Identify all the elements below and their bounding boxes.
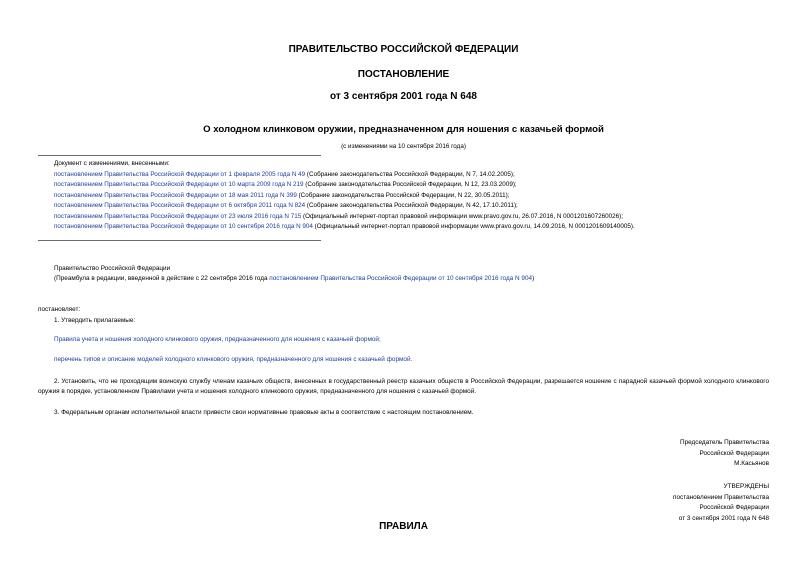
changes-divider-top — [38, 155, 321, 156]
date-number-heading: от 3 сентября 2001 года N 648 — [330, 91, 477, 102]
list-item — [54, 201, 635, 212]
approval-line: от 3 сентября 2001 года N 648 — [678, 514, 769, 522]
amendment-link[interactable]: постановлением Правительства Российской Федерации от 10 сентября 2016 года N 904 — [54, 223, 313, 230]
amendment-link[interactable]: постановлением Правительства Российской Федерации от 1 февраля 2005 года N 49 — [54, 170, 306, 178]
postanovlyaet-text: постановляет: — [38, 306, 81, 313]
paragraph-1: 1. Утвердить прилагаемые: — [54, 317, 136, 324]
list-item — [54, 222, 635, 233]
types-list-link[interactable]: перечень типов и описание моделей холодного клинкового оружия, предназначенного для ношения с казачьей формой. — [54, 356, 413, 363]
preamble — [54, 264, 534, 284]
amendment-source: (Собрание законодательства Российской Федерации, N 22, 30.05.2011); — [296, 191, 510, 199]
amendment-source: (Официальный интернет-портал правовой информации www.pravo.gov.ru, 14.09.2016, N 0001201609140005). — [312, 223, 635, 230]
signature-line: Председатель Правительства — [680, 439, 769, 446]
rules-link[interactable]: Правила учета и ношения холодного клинкового оружия, предназначенного для ношения с казачьей формой; — [54, 336, 381, 343]
preamble-note — [54, 274, 534, 284]
amendment-link[interactable]: постановлением Правительства Российской Федерации от 6 октября 2011 года N 824 — [54, 202, 306, 209]
amendment-source: (Собрание законодательства Российской Федерации, N 12, 23.03.2009); — [303, 181, 517, 188]
signature-name: М.Касьянов — [734, 460, 769, 467]
approval-stamp — [673, 482, 769, 524]
paragraph-3: 3. Федеральным органам исполнительной власти привести свои нормативные правовые акты в соответствие с настоящим постановлением. — [54, 409, 474, 416]
changes-block — [54, 159, 635, 233]
amendment-link[interactable]: постановлением Правительства Российской Федерации от 18 мая 2011 года N 399 — [54, 191, 297, 199]
list-item — [54, 180, 635, 191]
amendment-link[interactable]: постановлением Правительства Российской Федерации от 23 июля 2016 года N 715 — [54, 212, 302, 220]
doc-type-heading: ПОСТАНОВЛЕНИЕ — [357, 69, 450, 80]
amendment-source: (Официальный интернет-портал правовой информации www.pravo.gov.ru, 26.07.2016, N 0001201607260026); — [301, 212, 624, 220]
rules-heading: ПРАВИЛА — [379, 521, 428, 532]
approval-line: постановлением Правительства — [673, 493, 769, 501]
preamble-suffix: ) — [532, 275, 535, 282]
preamble-line: Правительство Российской Федерации — [54, 265, 171, 272]
changes-intro: Документ с изменениями, внесенными: — [54, 160, 170, 167]
paragraph-2: 2. Установить, что не проходящим воинскую службу членам казачьих обществ, внесенных в государственный реестр казачьих обществ в Российской Федерации, разрешается ношение с парадной казачьей формой холодного клинкового оружия в порядке, установленном Правилами учета и ношения холодного клинкового оружия, предназначенного для ношения с казачьей формой. — [38, 378, 769, 395]
approval-line: Российской Федерации — [699, 504, 769, 511]
list-item — [54, 212, 635, 223]
government-heading: ПРАВИТЕЛЬСТВО РОССИЙСКОЙ ФЕДЕРАЦИИ — [288, 44, 519, 55]
approval-line: УТВЕРЖДЕНЫ — [723, 483, 769, 490]
preamble-link[interactable]: постановлением Правительства Российской Федерации от 10 сентября 2016 года N 904 — [269, 275, 533, 282]
preamble-prefix: (Преамбула в редакции, введенной в действие с 22 сентября 2016 года — [54, 275, 270, 282]
list-item — [54, 170, 635, 181]
signature-line: Российской Федерации — [699, 449, 769, 457]
edits-note: (с изменениями на 10 сентября 2016 года) — [341, 143, 466, 150]
document-title: О холодном клинковом оружии, предназначенном для ношения с казачьей формой — [203, 124, 604, 135]
amendment-link[interactable]: постановлением Правительства Российской Федерации от 10 марта 2009 года N 219 — [54, 181, 304, 188]
amendment-source: (Собрание законодательства Российской Федерации, N 42, 17.10.2011); — [305, 202, 518, 209]
changes-divider-bottom — [38, 240, 321, 241]
chairman-signature — [680, 438, 769, 470]
amendment-source: (Собрание законодательства Российской Федерации, N 7, 14.02.2005); — [305, 170, 515, 178]
list-item — [54, 191, 635, 202]
